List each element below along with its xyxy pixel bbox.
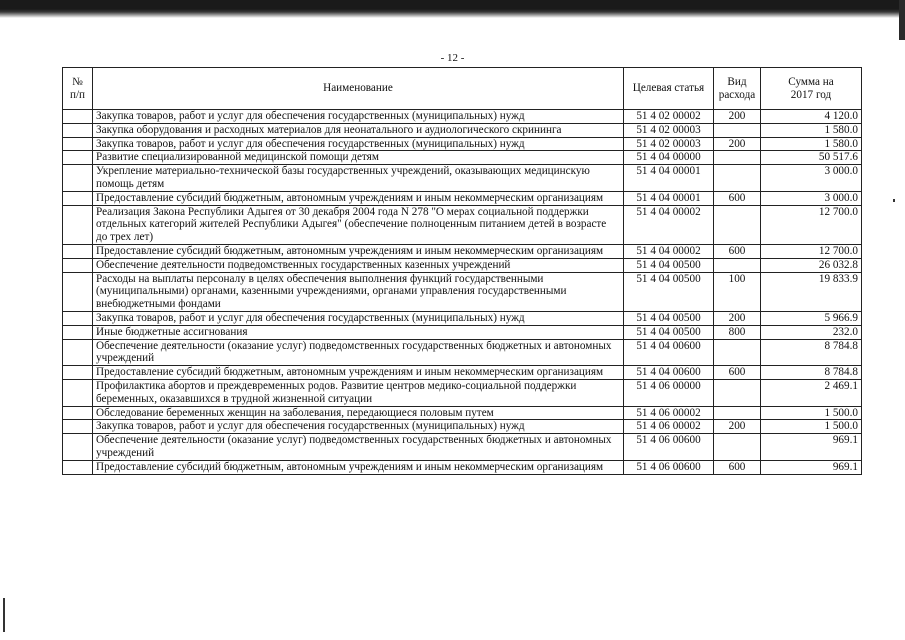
table-row xyxy=(63,258,862,272)
header-code: Целевая статья xyxy=(624,68,714,110)
row-kind-cell xyxy=(714,434,761,461)
table-row xyxy=(63,420,862,434)
row-name-cell: Реализация Закона Республики Адыгея от 30 декабря 2004 года N 278 "О мерах социальной поддержки отдельных категорий жителей Республики Адыгея" (обеспечение полноценным питанием детей в возрасте до трех лет) xyxy=(93,205,624,244)
row-kind-cell xyxy=(714,379,761,406)
row-number-cell xyxy=(63,165,93,192)
row-number-cell xyxy=(63,325,93,339)
row-sum-cell: 3 000.0 xyxy=(761,191,862,205)
table-row xyxy=(63,325,862,339)
row-sum-cell: 969.1 xyxy=(761,460,862,474)
row-kind-cell xyxy=(714,406,761,420)
row-kind-cell xyxy=(714,165,761,192)
row-number-cell xyxy=(63,205,93,244)
row-number-cell xyxy=(63,366,93,380)
table-row xyxy=(63,137,862,151)
budget-table xyxy=(62,67,862,475)
table-row xyxy=(63,460,862,474)
row-code-cell: 51 4 02 00003 xyxy=(624,137,714,151)
row-kind-cell: 600 xyxy=(714,191,761,205)
row-number-cell xyxy=(63,434,93,461)
row-kind-cell: 200 xyxy=(714,137,761,151)
row-number-cell xyxy=(63,258,93,272)
row-name-cell: Закупка товаров, работ и услуг для обеспечения государственных (муниципальных) нужд xyxy=(93,137,624,151)
row-code-cell: 51 4 02 00003 xyxy=(624,123,714,137)
row-sum-cell: 232.0 xyxy=(761,325,862,339)
row-kind-cell: 100 xyxy=(714,272,761,311)
row-sum-cell: 1 580.0 xyxy=(761,137,862,151)
row-kind-cell xyxy=(714,123,761,137)
row-code-cell: 51 4 04 00500 xyxy=(624,272,714,311)
row-code-cell: 51 4 06 00002 xyxy=(624,406,714,420)
row-sum-cell: 5 966.9 xyxy=(761,311,862,325)
table-row xyxy=(63,123,862,137)
row-kind-cell xyxy=(714,151,761,165)
table-body xyxy=(63,110,862,475)
row-number-cell xyxy=(63,379,93,406)
row-number-cell xyxy=(63,123,93,137)
scan-edge-right xyxy=(899,0,905,40)
table-row xyxy=(63,205,862,244)
row-sum-cell: 1 500.0 xyxy=(761,406,862,420)
row-code-cell: 51 4 06 00000 xyxy=(624,379,714,406)
table-row xyxy=(63,366,862,380)
row-code-cell: 51 4 04 00002 xyxy=(624,244,714,258)
scan-edge-top xyxy=(0,0,905,18)
row-kind-cell: 200 xyxy=(714,110,761,124)
page-number: - 12 - xyxy=(440,52,465,64)
row-number-cell xyxy=(63,339,93,366)
row-name-cell: Предоставление субсидий бюджетным, автономным учреждениям и иным некоммерческим организациям xyxy=(93,460,624,474)
row-name-cell: Закупка товаров, работ и услуг для обеспечения государственных (муниципальных) нужд xyxy=(93,420,624,434)
row-sum-cell: 12 700.0 xyxy=(761,205,862,244)
row-name-cell: Закупка оборудования и расходных материалов для неонатального и аудиологического скрининга xyxy=(93,123,624,137)
header-name: Наименование xyxy=(93,68,624,110)
row-code-cell: 51 4 04 00001 xyxy=(624,165,714,192)
row-kind-cell xyxy=(714,339,761,366)
table-row xyxy=(63,191,862,205)
table-row xyxy=(63,311,862,325)
row-code-cell: 51 4 04 00600 xyxy=(624,366,714,380)
scan-dot-mark xyxy=(893,199,895,202)
row-number-cell xyxy=(63,244,93,258)
table-row xyxy=(63,339,862,366)
row-name-cell: Обследование беременных женщин на заболевания, передающиеся половым путем xyxy=(93,406,624,420)
row-number-cell xyxy=(63,137,93,151)
row-name-cell: Расходы на выплаты персоналу в целях обеспечения выполнения функций государственными (муниципальными) органами, казенными учреждениями, органами управления государственными внебюджетными фондами xyxy=(93,272,624,311)
row-code-cell: 51 4 02 00002 xyxy=(624,110,714,124)
table-row xyxy=(63,110,862,124)
row-name-cell: Обеспечение деятельности подведомственных государственных казенных учреждений xyxy=(93,258,624,272)
row-name-cell: Предоставление субсидий бюджетным, автономным учреждениям и иным некоммерческим организациям xyxy=(93,191,624,205)
row-name-cell: Предоставление субсидий бюджетным, автономным учреждениям и иным некоммерческим организациям xyxy=(93,244,624,258)
row-sum-cell: 4 120.0 xyxy=(761,110,862,124)
row-sum-cell: 2 469.1 xyxy=(761,379,862,406)
row-kind-cell: 800 xyxy=(714,325,761,339)
row-kind-cell xyxy=(714,258,761,272)
row-kind-cell: 600 xyxy=(714,460,761,474)
row-code-cell: 51 4 04 00500 xyxy=(624,325,714,339)
table-header-row xyxy=(63,68,862,110)
row-code-cell: 51 4 04 00002 xyxy=(624,205,714,244)
row-code-cell: 51 4 04 00600 xyxy=(624,339,714,366)
row-number-cell xyxy=(63,406,93,420)
row-code-cell: 51 4 06 00600 xyxy=(624,460,714,474)
row-sum-cell: 19 833.9 xyxy=(761,272,862,311)
header-num: № п/п xyxy=(63,68,93,110)
table-row xyxy=(63,272,862,311)
row-sum-cell: 8 784.8 xyxy=(761,366,862,380)
row-name-cell: Предоставление субсидий бюджетным, автономным учреждениям и иным некоммерческим организациям xyxy=(93,366,624,380)
row-kind-cell xyxy=(714,205,761,244)
row-number-cell xyxy=(63,420,93,434)
row-sum-cell: 50 517.6 xyxy=(761,151,862,165)
row-name-cell: Укрепление материально-технической базы государственных учреждений, оказывающих медицинскую помощь детям xyxy=(93,165,624,192)
row-number-cell xyxy=(63,460,93,474)
row-sum-cell: 12 700.0 xyxy=(761,244,862,258)
row-sum-cell: 1 500.0 xyxy=(761,420,862,434)
table-row xyxy=(63,434,862,461)
row-name-cell: Профилактика абортов и преждевременных родов. Развитие центров медико-социальной поддержки беременных, оказавшихся в трудной жизненной ситуации xyxy=(93,379,624,406)
row-sum-cell: 8 784.8 xyxy=(761,339,862,366)
header-sum: Сумма на 2017 год xyxy=(761,68,862,110)
row-kind-cell: 200 xyxy=(714,420,761,434)
row-name-cell: Закупка товаров, работ и услуг для обеспечения государственных (муниципальных) нужд xyxy=(93,311,624,325)
row-name-cell: Обеспечение деятельности (оказание услуг) подведомственных государственных бюджетных и автономных учреждений xyxy=(93,339,624,366)
table-row xyxy=(63,165,862,192)
row-kind-cell: 200 xyxy=(714,311,761,325)
row-code-cell: 51 4 04 00500 xyxy=(624,258,714,272)
row-code-cell: 51 4 04 00000 xyxy=(624,151,714,165)
table-row xyxy=(63,379,862,406)
row-name-cell: Иные бюджетные ассигнования xyxy=(93,325,624,339)
table-row xyxy=(63,406,862,420)
row-code-cell: 51 4 04 00001 xyxy=(624,191,714,205)
row-code-cell: 51 4 04 00500 xyxy=(624,311,714,325)
row-sum-cell: 1 580.0 xyxy=(761,123,862,137)
row-number-cell xyxy=(63,110,93,124)
row-number-cell xyxy=(63,151,93,165)
table-row xyxy=(63,151,862,165)
row-kind-cell: 600 xyxy=(714,244,761,258)
row-sum-cell: 3 000.0 xyxy=(761,165,862,192)
row-code-cell: 51 4 06 00002 xyxy=(624,420,714,434)
row-number-cell xyxy=(63,311,93,325)
row-sum-cell: 26 032.8 xyxy=(761,258,862,272)
header-kind: Вид расхода xyxy=(714,68,761,110)
row-name-cell: Обеспечение деятельности (оказание услуг) подведомственных государственных бюджетных и автономных учреждений xyxy=(93,434,624,461)
row-sum-cell: 969.1 xyxy=(761,434,862,461)
table-row xyxy=(63,244,862,258)
row-kind-cell: 600 xyxy=(714,366,761,380)
row-code-cell: 51 4 06 00600 xyxy=(624,434,714,461)
row-number-cell xyxy=(63,272,93,311)
row-name-cell: Закупка товаров, работ и услуг для обеспечения государственных (муниципальных) нужд xyxy=(93,110,624,124)
row-number-cell xyxy=(63,191,93,205)
row-name-cell: Развитие специализированной медицинской помощи детям xyxy=(93,151,624,165)
scan-margin-mark xyxy=(3,598,5,632)
